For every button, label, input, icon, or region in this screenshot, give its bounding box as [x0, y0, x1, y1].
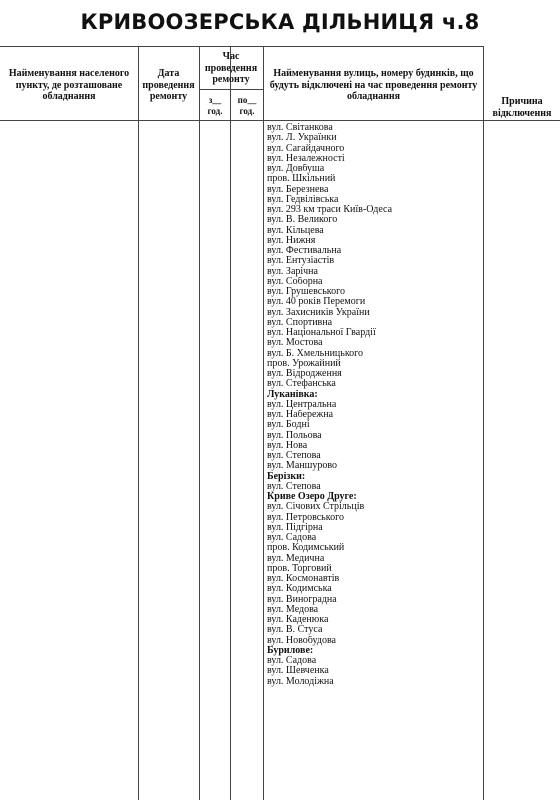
- header-settlement: Найменування населеного пункту, де розташоване обладнання: [8, 68, 130, 102]
- header-date: Дата проведення ремонту: [142, 68, 195, 102]
- street-item: вул. Польова: [267, 430, 322, 441]
- street-item: вул. Кільцева: [267, 225, 324, 236]
- street-item: вул. Спортивна: [267, 317, 333, 328]
- street-item: вул. Л. Українки: [267, 133, 337, 144]
- street-item: пров. Кодимський: [267, 543, 345, 554]
- street-item: вул. Ентузіастів: [267, 256, 335, 267]
- column-divider: [263, 46, 264, 800]
- settlement-heading: Бурилове:: [267, 645, 314, 656]
- street-item: вул. Соборна: [267, 276, 323, 287]
- column-divider: [230, 46, 231, 800]
- street-item: вул. Незалежності: [267, 153, 345, 164]
- street-item: вул. Мостова: [267, 338, 323, 349]
- street-item: вул. Медова: [267, 604, 319, 615]
- street-item: вул. Березнева: [267, 184, 329, 195]
- street-item: вул. Довбуша: [267, 164, 325, 174]
- street-item: вул. Кодимська: [267, 584, 332, 595]
- street-item: вул. Бодні: [267, 420, 310, 431]
- street-item: вул. Захисників України: [267, 307, 370, 318]
- street-item: вул. Маншурово: [267, 461, 337, 472]
- street-item: пров. Урожайний: [267, 358, 341, 369]
- street-item: пров. Торговий: [267, 563, 332, 574]
- street-item: вул. Степова: [267, 481, 321, 492]
- street-item: вул. Відродження: [267, 369, 342, 379]
- page-title: КРИВООЗЕРСЬКА ДІЛЬНИЦЯ ч.8: [80, 10, 480, 34]
- street-item: вул. В. Стуса: [267, 625, 323, 636]
- street-item: вул. Степова: [267, 451, 321, 461]
- street-item: вул. Нижня: [267, 235, 316, 246]
- street-item: вул. В. Великого: [267, 215, 338, 226]
- header-bottom-border: [0, 120, 560, 121]
- street-item: вул. Зарічна: [267, 266, 318, 277]
- settlement-heading: Криве Озеро Друге:: [267, 492, 357, 502]
- street-item: вул. Національної Гвардії: [267, 328, 376, 338]
- street-item: вул. Медична: [267, 553, 325, 564]
- header-time-to: по__ год.: [237, 95, 257, 116]
- header-streets: Найменування вулиць, номеру будинків, що будуть відключені на час проведення ремонту обладнання: [269, 68, 478, 102]
- settlement-heading: Берізки:: [267, 471, 306, 482]
- streets-list: [267, 123, 481, 687]
- street-item: вул. Каденюка: [267, 615, 329, 625]
- street-item: вул. Грушевського: [267, 287, 345, 297]
- header-time-from: з__ год.: [207, 95, 223, 116]
- street-item: вул. Гедвілівська: [267, 194, 339, 205]
- street-item: вул. Новобудова: [267, 635, 336, 646]
- street-item: вул. Петровського: [267, 512, 344, 523]
- column-divider: [138, 46, 139, 800]
- header-reason: Причина відключення: [492, 96, 552, 119]
- header-time: Час проведення ремонту: [204, 51, 258, 85]
- street-item: пров. Шкільний: [267, 174, 336, 185]
- street-item: вул. Світанкова: [267, 123, 333, 133]
- street-item: вул. 40 років Перемоги: [267, 297, 366, 308]
- street-item: вул. Сагайдачного: [267, 143, 345, 154]
- street-item: вул. Б. Хмельницького: [267, 348, 364, 359]
- street-item: вул. Набережна: [267, 410, 334, 420]
- street-item: вул. Садова: [267, 533, 317, 543]
- street-item: вул. Центральна: [267, 399, 337, 410]
- street-item: вул. Садова: [267, 656, 317, 666]
- outage-table: [0, 46, 560, 800]
- settlement-heading: Луканівка:: [267, 389, 318, 400]
- street-item: вул. Січових Стрільців: [267, 502, 365, 513]
- column-divider: [483, 46, 484, 800]
- street-item: вул. Космонавтів: [267, 574, 340, 584]
- street-item: вул. 293 км траси Київ-Одеса: [267, 205, 393, 215]
- street-item: вул. Підгірна: [267, 522, 323, 533]
- street-item: вул. Фестивальна: [267, 246, 342, 256]
- street-item: вул. Нова: [267, 440, 308, 451]
- street-item: вул. Виноградна: [267, 594, 337, 605]
- table-top-border: [0, 46, 483, 47]
- street-item: вул. Стефанська: [267, 379, 336, 390]
- time-subheader-border: [199, 89, 263, 90]
- column-divider: [199, 46, 200, 800]
- street-item: вул. Шевченка: [267, 666, 329, 677]
- street-item: вул. Молодіжна: [267, 676, 334, 687]
